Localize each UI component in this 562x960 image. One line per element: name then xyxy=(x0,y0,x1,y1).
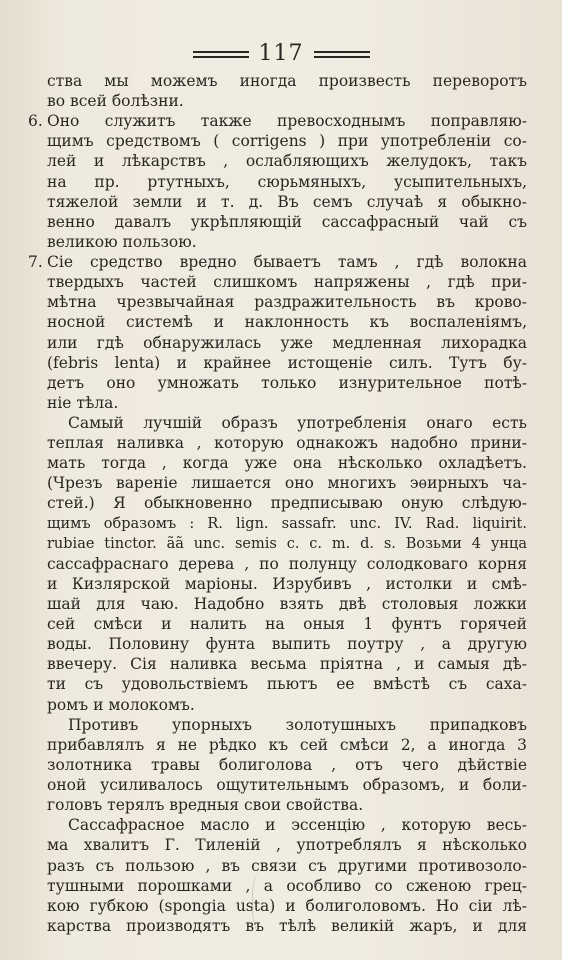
paragraph-7-first-line xyxy=(28,252,527,272)
paragraph-6-first-line xyxy=(28,111,527,131)
text-line: Оно служитъ также превосходнымъ поправляю- xyxy=(47,112,527,131)
text-line: Сассафрасное масло и эссенцію , которую весь- xyxy=(68,816,527,835)
text-line: сассафраснаго дерева , по полунцу солодковаго корня xyxy=(47,554,527,573)
text-line: Сіе средство вредно бываетъ тамъ , гдѣ волокна xyxy=(47,253,527,272)
text-line: тушными порошками , а особливо со сженою грец- xyxy=(47,876,527,895)
text-line: сей смѣси и налить на оныя 1 фунтъ горячей xyxy=(47,615,527,634)
text-line: тяжелой земли и т. д. Въ семъ случаѣ я обыкно- xyxy=(47,192,527,211)
text-line: и Кизлярской маріоны. Изрубивъ , истолки и смѣ- xyxy=(47,574,527,593)
text-line: носной системѣ и наклонность къ воспаленіямъ, xyxy=(47,313,527,332)
text-line: золотника травы болиголова , отъ чего дѣйствіе xyxy=(47,755,527,774)
text-line: стей.) Я обыкновенно предписываю оную слѣдую- xyxy=(47,494,527,513)
header-rule-right xyxy=(314,51,370,58)
text-line: детъ оно умножать только изнурительное потѣ- xyxy=(47,373,527,392)
text-line: воды. Половину фунта выпить поутру , а другую xyxy=(47,635,527,654)
page-header xyxy=(0,40,562,68)
text-line: шай для чаю. Надобно взять двѣ столовыя ложки xyxy=(47,595,527,614)
text-line: мать тогда , когда уже она нѣсколько охладѣетъ. xyxy=(47,454,527,473)
page-fold-mark xyxy=(252,872,271,932)
text-line: ма хвалитъ Г. Тиленій , употреблялъ я нѣсколько xyxy=(47,836,527,855)
text-line: разъ съ пользою , въ связи съ другими противозоло- xyxy=(47,856,527,875)
page-number: 117 xyxy=(258,41,304,66)
text-line: или гдѣ обнаружилась уже медленная лихорадка xyxy=(47,333,527,352)
text-line: лей и лѣкарствъ , ослабляющихъ желудокъ, такъ xyxy=(47,152,527,171)
text-line: (febris lenta) и крайнее истощеніе силъ. Тутъ бу- xyxy=(47,353,527,372)
text-line: во всей болѣзни. xyxy=(47,92,184,111)
text-line: щимъ образомъ : R. lign. sassafr. unc. IV. Rad. liquirit. xyxy=(47,515,527,532)
text-line: ввечеру. Сія наливка весьма пріятна , и самыя дѣ- xyxy=(47,655,527,674)
text-line: на пр. ртутныхъ, сюрьмяныхъ, усыпительныхъ, xyxy=(47,172,527,191)
text-line: rubiae tinctor. ãã unc. semis c. c. m. d. s. Возьми 4 унца xyxy=(47,535,527,552)
text-line: головъ терялъ вредныя свои свойства. xyxy=(47,796,364,815)
text-line: прибавлялъ я не рѣдко къ сей смѣси 2, а иногда 3 xyxy=(47,735,527,754)
text-line: оной усиливалось ощутительнымъ образомъ, и боли- xyxy=(47,776,527,795)
text-line: карства производятъ въ тѣлѣ великій жаръ, и для xyxy=(47,916,527,935)
text-line: Противъ упорныхъ золотушныхъ припадковъ xyxy=(68,715,527,734)
header-rule-left xyxy=(193,51,249,58)
text-line: ніе тѣла. xyxy=(47,393,119,412)
text-line: венно давалъ укрѣпляющій сассафрасный чай съ xyxy=(47,212,527,231)
text-line: кою губкою (spongia usta) и болиголовомъ. Но сіи лѣ- xyxy=(47,896,527,915)
text-line: ства мы можемъ иногда произвесть переворотъ xyxy=(47,72,527,90)
text-line: твердыхъ частей слишкомъ напряжены , гдѣ при- xyxy=(47,273,527,292)
text-line: (Чрезъ вареніе лишается оно многихъ эѳирныхъ ча- xyxy=(47,474,527,493)
item-number: 7. xyxy=(28,253,43,272)
text-line: щимъ средствомъ ( corrigens ) при употребленіи со- xyxy=(47,132,527,151)
text-line: великою пользою. xyxy=(47,232,197,251)
item-number: 6. xyxy=(28,112,43,131)
text-line: Самый лучшій образъ употребленія онаго есть xyxy=(68,413,527,432)
text-line: ромъ и молокомъ. xyxy=(47,695,195,714)
text-line: теплая наливка , которую однакожъ надобно прини- xyxy=(47,434,527,453)
text-line: мѣтна чрезвычайная раздражительность въ крово- xyxy=(47,293,527,312)
text-line: ти съ удовольствіемъ пьютъ ее вмѣстѣ съ саха- xyxy=(47,675,527,694)
